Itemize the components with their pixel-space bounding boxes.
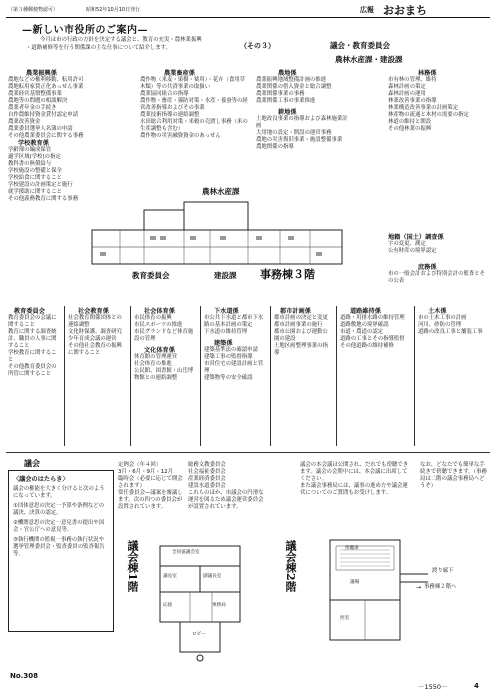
list-item: 森林計画の策定	[388, 84, 426, 90]
page-number: －1550－	[418, 683, 448, 691]
list-item: 農地の災害復旧事業・施設整備事業	[256, 137, 343, 143]
list-item: 市民スポーツの推進	[134, 322, 183, 328]
list-item: 字の変更、測定	[388, 241, 426, 247]
column-divider	[64, 306, 65, 446]
list-item: 都市計画の決定と変更	[274, 315, 328, 321]
issue-number: No.308	[10, 672, 38, 680]
social-ed-title: 社会教育係	[78, 308, 109, 315]
list-item: 道路の改良工事と舗装工事	[418, 329, 483, 335]
list-item: 市の一般会計および特別会計の監査とその公表	[388, 271, 486, 284]
floor3-room-agri: 農林水産課	[202, 187, 240, 196]
list-item: 農地関係の指導	[256, 144, 294, 150]
school-ed-title: 学校教育係	[18, 140, 49, 147]
list-item: 林道の維持と開設	[388, 119, 432, 125]
farmland-title: 農地係	[278, 70, 297, 77]
banner-intro-1: 今月は市の行政の方針を決定する議会と、教育の充実・農林業振興	[40, 37, 202, 43]
building1-plan	[140, 540, 270, 670]
list-item: 学校建設の計画策定と施行	[8, 182, 73, 188]
paper-name: おおまち	[383, 4, 427, 17]
arrow-icon: →	[416, 584, 422, 591]
list-item: 教育に関する調査統計、職員の人事に関すること	[8, 329, 57, 349]
list-item: 文化財保護、調査研究	[68, 329, 122, 335]
issue-date: 昭和52年10月10日発行	[86, 7, 141, 13]
public-text-2: また議会事務局には、議事の進め方や議会運営についてのご質問もお受けします。	[300, 483, 408, 496]
list-item: 公有財産の境界認定	[388, 248, 437, 254]
visit-text: なお、どなたでも簡単な手続きで傍聴できます。（事務局は二階の議会事務局へどうぞ）	[420, 462, 487, 489]
section-rule	[6, 452, 490, 453]
floor3-label: 事務棟３階	[260, 268, 315, 281]
building-title: 建築係	[214, 340, 233, 347]
list-item: 農業委員選挙人名簿の申請	[8, 126, 73, 132]
city-plan-section	[274, 306, 332, 357]
edu-committee-title: 教育委員会	[14, 308, 45, 315]
list-item: 農業改善資金	[8, 119, 41, 125]
list-item: 公民館、図書館・山岳博物館との連絡調整	[134, 368, 194, 381]
list-item: 少年育成会議の運営	[68, 336, 117, 342]
forestry-title: 林務係	[418, 70, 437, 77]
road-section	[340, 306, 410, 350]
list-item: 体育館の管理運営	[134, 354, 178, 360]
column-divider	[270, 306, 271, 446]
list-item: 産業経済委員会	[188, 476, 226, 482]
public-text-1: 議会の本会議は公開され、だれでも傍聴できます。議会の会期中には、本会議に出席してください。	[300, 462, 409, 482]
list-item: 市民体育の振興	[134, 315, 172, 321]
list-item: 市営住宅の建設計画と管理	[204, 361, 264, 374]
social-ed-section	[68, 306, 126, 357]
list-item: 定例会（年４回）	[118, 462, 162, 468]
list-item: 教科書の無償給与	[8, 161, 52, 167]
sports-title: 社会体育係	[144, 308, 175, 315]
list-item: 建築基準法の確認申請	[204, 347, 258, 353]
room-chamber: 議場	[350, 580, 360, 585]
list-item: 都市計画事業の施行	[274, 322, 323, 328]
list-item: 3月・6月・9月・12月	[118, 469, 173, 475]
sewer-title: 下水道係	[214, 308, 239, 315]
list-item: 農作物・畜産・霧防対策・水産・養蚕等の経営改善指導およびその事業	[140, 98, 248, 111]
list-item: 自作農維持資金貸付認定申請	[8, 112, 79, 118]
list-item: 大用地の設定・開設の運営事務	[256, 130, 332, 136]
banner-intro-2: ・道路補修等を行う関係課の主な仕事について紹介します。	[26, 45, 172, 51]
list-item: 就学援助に関すること	[8, 189, 62, 195]
list-item: 農地転用家賃正化あっせん事業	[8, 84, 84, 90]
list-item: 道路・用排水路の維持管理	[340, 315, 405, 321]
sports-section	[134, 306, 196, 382]
list-item: 農業関係の借入資金と総合調整	[256, 84, 332, 90]
list-item: 臨時会（必要に応じて開会されます）	[118, 476, 183, 489]
building1-label: 議会棟1階	[126, 540, 139, 592]
list-item: 土地改良事業の指導および森林施業計画	[256, 116, 348, 129]
right-header-title: 議会・教育委員会	[330, 41, 390, 50]
list-item: 農業技術指導の連絡調整	[140, 112, 200, 118]
list-item: 市道・農道の認定	[340, 329, 384, 335]
list-item: 農地などの権利移動、転用許可	[8, 77, 84, 83]
room-secretariat: 事務局	[212, 603, 226, 608]
list-item: 森林計画の運用	[388, 91, 426, 97]
right-header-subtitle: 農林水産課・建設課	[335, 55, 403, 64]
council-title: 議会	[24, 459, 40, 468]
masthead-rule	[6, 17, 490, 18]
list-item: 水田総合利用対策・米穀の売渡し事務（米の生産調整も含む）	[140, 119, 248, 132]
paper-name-small: 広報	[360, 6, 374, 14]
farmland-section	[256, 68, 352, 151]
list-item: 社会体育の推進	[134, 361, 172, 367]
list-item: 市民グランドなど体育施設の管理	[134, 329, 194, 342]
list-item: 河川、砂防の管理	[418, 322, 462, 328]
forestry-section	[388, 68, 488, 133]
list-item: その他農業委員会に関する事務	[8, 133, 84, 139]
audit-title: 庶務係	[418, 264, 437, 271]
list-item: 道路敷地の境界確認	[340, 322, 389, 328]
room-chair: 議長室	[163, 574, 177, 579]
list-item: 林産物の流通と木材の需要の指定	[388, 112, 469, 118]
cadastral-section	[388, 232, 488, 255]
corridor-note: 事務棟２階へ	[424, 584, 457, 590]
council-visit	[420, 462, 488, 490]
culture-title: 文化体育係	[144, 347, 175, 354]
list-item: 教育委員会の会議に関すること	[8, 315, 57, 328]
list-item: 建築物等の安全確認	[204, 375, 253, 381]
council-box	[8, 470, 114, 632]
column-divider	[336, 306, 337, 446]
list-item: 学校教育に関すること	[8, 350, 57, 363]
list-item: その他社会教育の振興に関すること	[68, 343, 122, 356]
list-item: 学齢簿の編成保管	[8, 147, 52, 153]
list-item: 農業経営基盤整備事業	[8, 91, 62, 97]
list-item: 学校施設の整備と保全	[8, 168, 62, 174]
list-item: 林業構造改善事業の計画策定	[388, 105, 459, 111]
audit-section	[388, 262, 488, 285]
list-item: 農業協同組合の指導	[140, 91, 189, 97]
column-divider	[414, 306, 415, 446]
council-intro: 議会の権能を大きく分けると次のようになっています。	[13, 486, 105, 499]
agri-promo-section	[8, 68, 88, 140]
agri-livestock-section	[140, 68, 250, 140]
list-item: 市有林の管理、維持	[388, 77, 437, 83]
list-item: その他道路の維持補修	[340, 343, 394, 349]
list-item: 農業関係工事の事業推進	[256, 98, 316, 104]
list-item: 農地等の問題の相談解決	[8, 98, 68, 104]
list-item: その他義務教育に関する事務	[8, 196, 79, 202]
agri-livestock-title: 農業畜産係	[164, 70, 195, 77]
column-divider	[200, 306, 201, 446]
page-side: 4	[474, 682, 479, 690]
column-divider	[130, 306, 131, 446]
river-section	[418, 306, 490, 336]
building2-plan	[300, 530, 430, 660]
list-item: 農業者年金の手続き	[8, 105, 57, 111]
list-item: 学校給食に関すること	[8, 175, 62, 181]
list-item: 社会福祉委員会	[188, 469, 226, 475]
list-item: 下水道の維持管理	[204, 329, 248, 335]
list-item: 適学区域(学校)の指定	[8, 154, 61, 160]
list-item: 農作物（米麦・果樹・薬用）・花卉（食用草木類）等の共済事業の取扱い	[140, 77, 246, 90]
floor3-room-construction: 建設課	[214, 271, 237, 280]
road-title: 道路維持係	[350, 308, 381, 315]
list-item: その他林業の振興	[388, 126, 432, 132]
list-item: 土地区画整理事業の指導	[274, 343, 328, 356]
room-lobby: ロビー	[192, 632, 206, 637]
sewer-section	[204, 306, 266, 382]
list-item: 市公共下水道と都市下水路の基本計画の策定	[204, 315, 264, 328]
floor3-plan	[80, 187, 350, 290]
city-plan-title: 都市計画係	[280, 308, 311, 315]
council-box-head: 〈議会のはたらき〉	[13, 476, 69, 483]
list-item: 都市公園および運動公園の建設	[274, 329, 328, 342]
room-gallery: 傍聴席	[345, 546, 359, 551]
list-item: その他教育委員会の所管に関すること	[8, 364, 57, 377]
committees-note: これらのほか、市議会の円滑な運営を図るため議会運営委員会が設置されています。	[188, 490, 264, 510]
list-item: 社会教育関係団体との連絡調整	[68, 315, 122, 328]
council-committees	[188, 462, 268, 511]
river-title: 土木係	[428, 308, 447, 315]
building2-label: 議会棟2階	[284, 540, 297, 592]
list-item: 建築工事の監督指導	[204, 354, 253, 360]
room-waiting: 控室	[340, 616, 350, 621]
cadastral-title: 地籍（国土）調査係	[388, 234, 444, 241]
cultivation-title: 耕地係	[278, 109, 297, 116]
school-ed-section	[8, 138, 79, 203]
council-meetings	[118, 462, 184, 511]
list-item: 建設水道委員会	[188, 483, 226, 489]
room-vice-chair: 副議長室	[203, 574, 222, 579]
list-item: 農業関係事業の事務	[256, 91, 305, 97]
agri-promo-title: 農業振興係	[26, 70, 57, 77]
corridor-label: 渡り廊下	[432, 568, 454, 574]
list-item: 常任委員会—議案を審議します。次の四つの委員会が設置されています。	[118, 490, 183, 510]
banner-part: （その３）	[240, 42, 275, 50]
list-item: 農作物の災害融資資金のあっせん	[140, 133, 221, 139]
list-item: 林業改善事業の指導	[388, 98, 437, 104]
list-item: 農業振興地域整備計画の推進	[256, 77, 327, 83]
room-reception: 応接	[163, 603, 173, 608]
room-plenary: 全員協議会室	[172, 550, 200, 555]
list-item: ③執行機関の監視一事務の執行状況や選挙管理委員会・監査委員の監査報告等。	[13, 537, 105, 557]
list-item: 市の土木工事の計画	[418, 315, 467, 321]
list-item: ①団体意思の決定一予算や条例などの議決、決算の認定。	[13, 503, 105, 516]
floor3-room-edu: 教育委員会	[132, 271, 170, 280]
postal-permit: （第３種郵便物認可）	[8, 7, 59, 13]
banner-title: —新しい市役所のご案内—	[22, 25, 148, 36]
edu-committee-section	[8, 306, 60, 378]
list-item: 道路の工事とその指導監督	[340, 336, 405, 342]
list-item: 総務文教委員会	[188, 462, 226, 468]
council-public	[300, 462, 410, 497]
list-item: ②機関意思の決定一意見書の提出や国会・官公庁への意見等。	[13, 520, 105, 533]
